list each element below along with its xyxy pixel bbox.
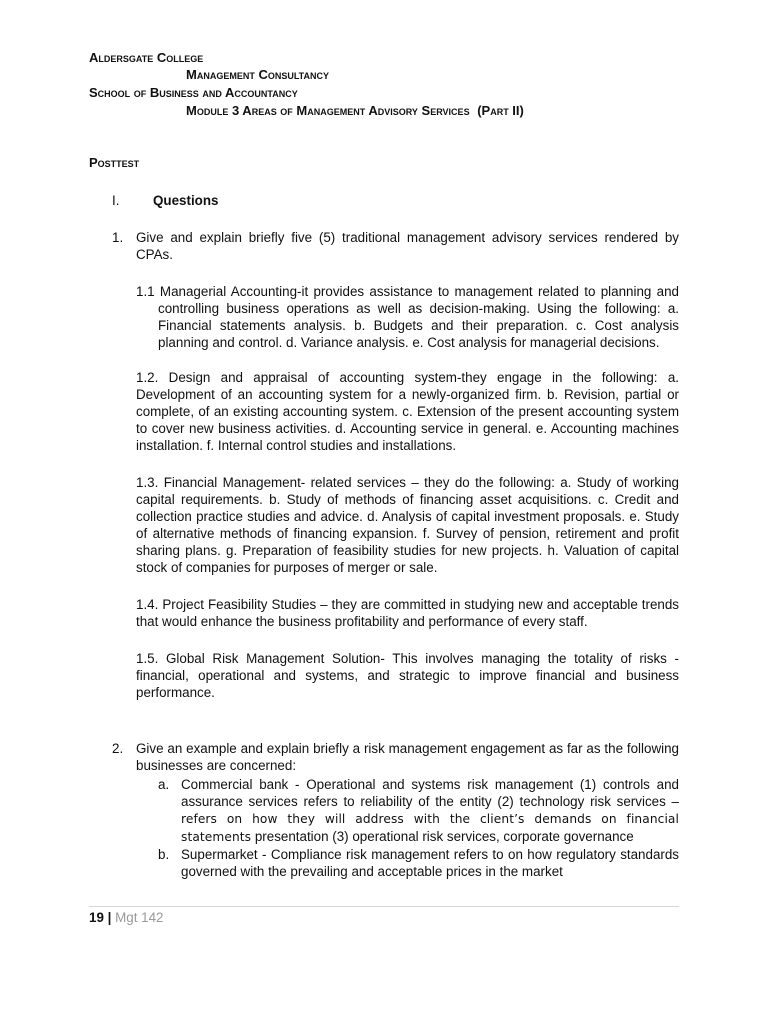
answer-1-4: 1.4. Project Feasibility Studies – they are committed in studying new and acceptable trends that would enhance the business profitability and performance of every staff. bbox=[136, 597, 679, 629]
course-title: Management Consultancy bbox=[186, 67, 329, 82]
module-title: Module 3 Areas of Management Advisory Services bbox=[186, 103, 470, 118]
module-title-line bbox=[186, 103, 524, 119]
q2-a-text-mono: refers on how they will address with the client’s demands on financial statements bbox=[181, 812, 679, 844]
q2-a-text: Commercial bank - Operational and systems risk management (1) controls and assurance services refers to reliability of the entity (2) technology risk services – bbox=[181, 777, 679, 809]
q1-number: 1. bbox=[112, 230, 124, 245]
footer bbox=[89, 909, 164, 926]
q2-b-label: b. bbox=[158, 847, 170, 862]
part-title: Questions bbox=[153, 193, 219, 208]
q2-a-text-end: presentation (3) operational risk services, corporate governance bbox=[254, 829, 634, 844]
q2-number: 2. bbox=[112, 741, 124, 756]
q1-text: Give and explain briefly five (5) traditional management advisory services rendered by CPAs. bbox=[136, 230, 679, 262]
footer-divider bbox=[89, 906, 679, 907]
answer-1-2: 1.2. Design and appraisal of accounting system-they engage in the following: a. Development of an accounting system for a newly-organized firm. b. Revision, partial or complete, of an existing accounting system. c. Extension of the present accounting system to cover new business activities. d. Accounting service in general. e. Accounting machines installation. f. Internal control studies and installations. bbox=[136, 370, 679, 453]
college-name: Aldersgate College bbox=[89, 50, 204, 65]
q2-b-answer: Supermarket - Compliance risk management refers to on how regulatory standards governed with the prevailing and acceptable prices in the market bbox=[181, 847, 679, 879]
q2-a-label: a. bbox=[158, 777, 170, 792]
answer-1-3: 1.3. Financial Management- related services – they do the following: a. Study of working capital requirements. b. Study of methods of financing asset acquisitions. c. Credit and collection practice studies and advice. d. Analysis of capital investment proposals. e. Study of alternative methods of financing expansion. f. Survey of pension, retirement and profit sharing plans. g. Preparation of feasibility studies for new projects. h. Valuation of capital stock of companies for purposes of merger or sale. bbox=[136, 475, 679, 575]
answer-1-5: 1.5. Global Risk Management Solution- This involves managing the totality of risks - financial, operational and systems, and strategic to improve financial and business performance. bbox=[136, 651, 679, 700]
module-part: (Part II) bbox=[477, 103, 524, 118]
footer-separator: | bbox=[107, 910, 112, 925]
answer-1-1-text: 1.1 Managerial Accounting-it provides assistance to management related to planning and controlling business operations as well as decision-making. Using the following: a. Financial statements analysis. b. Budgets and their preparation. c. Cost analysis planning and control. d. Variance analysis. e. Cost analysis for managerial decisions. bbox=[136, 284, 679, 350]
answer-1-1 bbox=[136, 283, 679, 351]
page-number: 19 bbox=[89, 910, 104, 925]
q2-text: Give an example and explain briefly a risk management engagement as far as the following businesses are concerned: bbox=[136, 741, 679, 773]
course-code: Mgt 142 bbox=[115, 910, 164, 925]
part-numeral: I. bbox=[112, 193, 120, 208]
section-title: Posttest bbox=[89, 155, 140, 170]
q2-a-answer bbox=[181, 776, 679, 846]
school-name: School of Business and Accountancy bbox=[89, 85, 298, 100]
